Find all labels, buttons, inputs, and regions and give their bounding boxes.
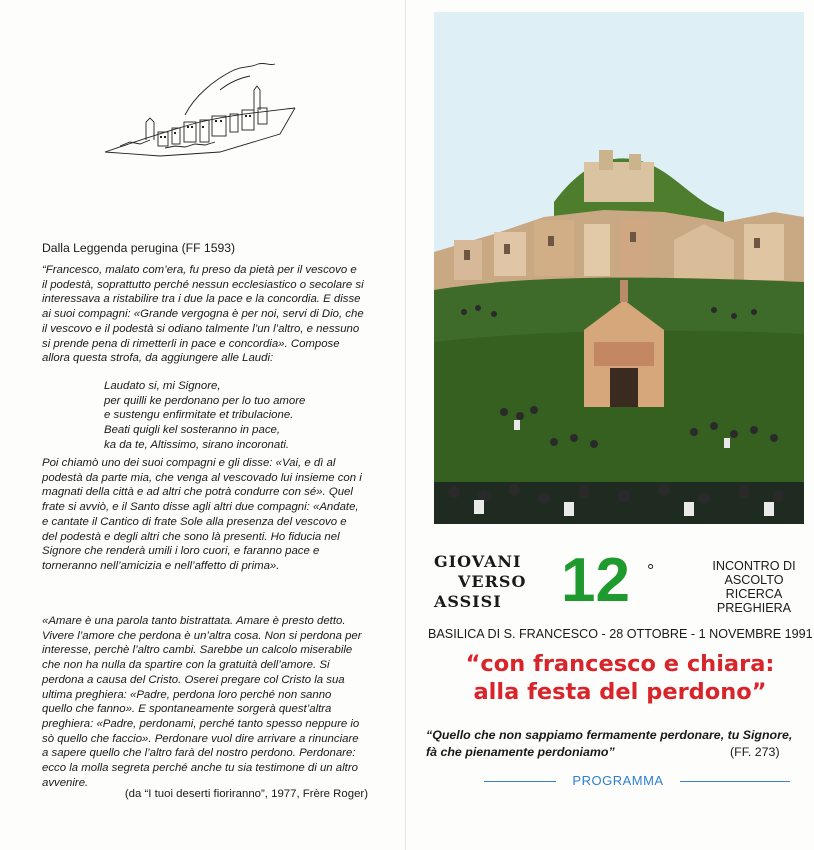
laudi-poem [104, 379, 374, 453]
poem-line: ka da te, Altissimo, sirano incoronati. [104, 438, 290, 451]
incontro-line: ASCOLTO [724, 573, 784, 587]
assisi-illustration [434, 12, 804, 524]
logo-line: VERSO [458, 572, 527, 591]
incontro-line: PREGHIERA [716, 601, 792, 615]
legend-text-continued: Poi chiamò uno dei suoi compagni e gli disse: «Vai, e dì al podestà da parte mia, che venga al vescovado lui insieme con i magnati della città e ad altri che potrà condurre con sé». Quel frate si avviò, e il Santo disse agli altri due compagni: «Andate, e cantate il Cantico di frate Sole alla presenza del vescovo e del podestà e degli altri che sono là presenti. Ho fiducia nel Signore che renderà umili i loro cuori, e faranno pace e torneranno nell’amicizia e nell’affetto di prima». [42, 457, 362, 572]
roger-quote: «Amare è una parola tanto bistrattata. Amare è presto detto. Vivere l’amore che perdona è un’altra cosa. Non si perdona per interesse, perchè l’altro cambi. Sarebbe un calcolo miserabile che non ha nulla da spartire con la gratuità dell’amore. Si perdona a causa del Cristo. Oserei pregare col Cristo la sua ultima preghiera: «Padre, perdona loro perché non sanno quello che fanno». E spontaneamente sorgerà quest’altra preghiera: «Padre, perdonami, perché tanto spesso neppure io sò quello che faccio». Perdonare vuol dire arrivare a rinunciare a sapere quello che l’altro farà del nostro perdono. Perdonare: ecco la molla segreta perché anche tu sia testimone di un altro avvenire. [42, 615, 362, 789]
degree-mark: ° [647, 561, 655, 581]
legend-text: “Francesco, malato com’era, fu preso da pietà per il vescovo e il podestà, soprattutto perché nessun ecclesiastico o secolare si interessava a ristabilire tra i due la pace e la concordia. E disse ai suoi compagni: «Grande vergogna è per noi, servi di Dio, che il vescovo e il podestà si odiano talmente l’un l’altro, e nessuno si prende pena di rimetterli in pace e concordia». Compose allora questa strofa, da aggiungere alle Laudi: [42, 264, 364, 365]
divider-left [484, 781, 556, 782]
edition-number: 12 [561, 546, 630, 615]
divider-right [680, 781, 790, 782]
incontro-line: RICERCA [725, 587, 783, 601]
program-heading: PROGRAMMA [572, 773, 664, 788]
theme-line: alla festa del perdono” [473, 679, 767, 705]
giovani-verso-assisi-logo [434, 552, 526, 612]
logo-line: GIOVANI [434, 552, 522, 571]
assisi-sketch [100, 60, 300, 160]
logo-line: ASSISI [434, 592, 502, 611]
event-theme [430, 650, 810, 706]
left-panel [0, 0, 405, 850]
poem-line: Beati quigli kel sosteranno in pace, [104, 424, 281, 437]
prayer-reference: (FF. 273) [730, 745, 780, 759]
incontro-line: INCONTRO DI [712, 559, 796, 573]
roger-citation: (da “I tuoi deserti fioriranno”, 1977, Frère Roger) [124, 788, 368, 800]
poem-line: per quilli ke perdonano per lo tuo amore [104, 394, 306, 407]
source-heading: Dalla Leggenda perugina (FF 1593) [42, 241, 236, 255]
theme-line: “con francesco e chiara: [465, 651, 775, 677]
incontro-subtitle [698, 559, 810, 615]
venue-dates: BASILICA DI S. FRANCESCO - 28 OTTOBRE - 1 NOVEMBRE 1991 [428, 627, 813, 641]
poem-line: Laudato si, mi Signore, [104, 380, 221, 392]
prayer-quote: “Quello che non sappiamo fermamente perdonare, tu Signore, fà che pienamente perdoniamo” [426, 728, 793, 759]
poem-line: e sustengu enfirmitate et tribulacione. [104, 409, 294, 422]
right-panel [406, 0, 814, 850]
